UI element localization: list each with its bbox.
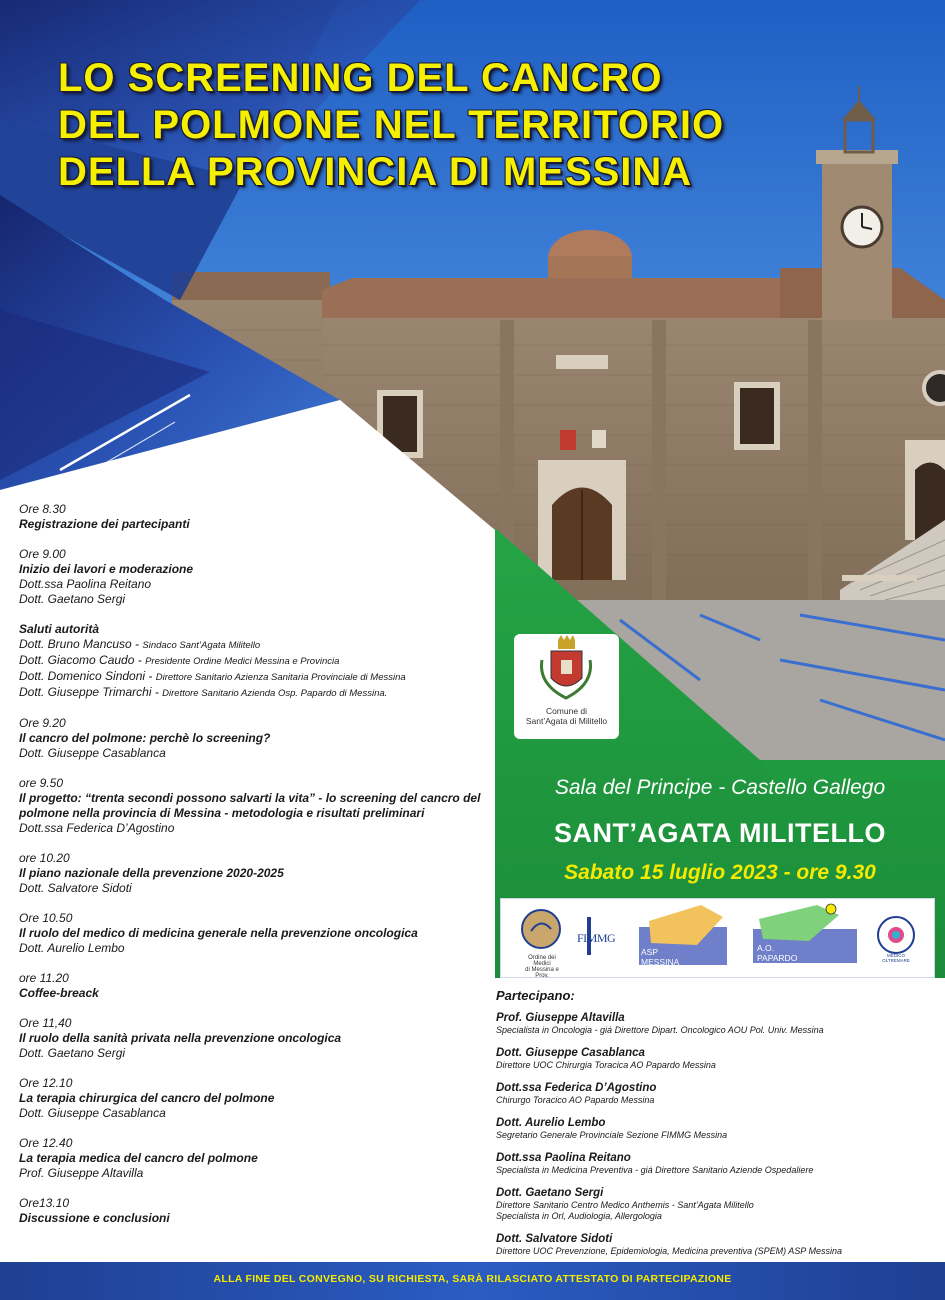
program-title: Il ruolo del medico di medicina generale nella prevenzione oncologica [19,926,418,940]
program-time: ore 9.50 [19,776,64,790]
program-time: Ore13.10 [19,1196,70,1210]
greeting-role: Sindaco Sant’Agata Militello [142,640,261,651]
event-date: Sabato 15 luglio 2023 - ore 9.30 [564,861,876,884]
program-title: La terapia medica del cancro del polmone [19,1151,258,1165]
participant-role: Specialista in Orl, Audiologia, Allergologia [496,1211,662,1221]
program-speaker: Dott. Giuseppe Casablanca [19,1106,166,1120]
ao-line-1: A.O. [757,943,775,953]
asp-line-2: MESSINA [641,957,680,967]
program-item [19,1136,489,1181]
program-item [19,971,489,1001]
venue-info [495,770,945,885]
participant-name: Dott. Giuseppe Casablanca [496,1047,645,1059]
program-speaker: Dott. Aurelio Lembo [19,941,125,955]
castle-main-roof [322,278,820,320]
ao-papardo-label [757,943,837,963]
castle-side-roof [172,272,330,300]
municipality-logo-line-1: Comune di [545,706,588,716]
greeting-role: Direttore Sanitario Azienza Sanitaria Provinciale di Messina [155,672,406,683]
program-title: Il cancro del polmone: perchè lo screening? [19,731,271,745]
program-time: Ore 9.20 [19,716,66,730]
ordine-medici-line-2: di Messina e Prov. [525,967,559,979]
coat-of-arms-icon [514,634,619,709]
program-item [19,502,489,532]
program-title: Il piano nazionale della prevenzione 2020-2025 [19,866,284,880]
venue-city: SANT’AGATA MILITELLO [554,818,886,848]
participant-role: Direttore UOC Chirurgia Toracica AO Papardo Messina [496,1060,716,1070]
asp-line-1: ASP [641,947,659,957]
participant-role: Direttore UOC Prevenzione, Epidemiologia, Medicina preventiva (SPEM) ASP Messina [496,1246,842,1256]
castle-window [556,355,608,369]
poster-title [58,55,858,196]
program-title: Il ruolo della sanità privata nella prevenzione oncologica [19,1031,342,1045]
ao-line-2: PAPARDO [757,953,798,963]
program-title: Il progetto: “trenta secondi possono salvarti la vita” - lo screening del cancro del polmone nella provincia di Messina - metodologia e risultati preliminari [19,791,481,820]
participant-name: Dott.ssa Paolina Reitano [496,1152,631,1164]
participant [496,1117,936,1141]
greeting-role: Direttore Sanitario Azienda Osp. Papardo di Messina. [162,688,388,699]
participant-name: Dott. Aurelio Lembo [496,1117,606,1129]
greeting-name: Dott. Bruno Mancuso - [19,637,143,651]
participant [496,1187,936,1222]
footer-text: ALLA FINE DEL CONVEGNO, SU RICHIESTA, SARÀ RILASCIATO ATTESTATO DI PARTECIPAZIONE [213,1273,732,1285]
program-title: Registrazione dei partecipanti [19,517,190,531]
ordine-medici-line-1: Ordine dei Medici [528,955,556,967]
greeting-person [19,685,489,701]
program-item [19,1076,489,1121]
program-time: Ore 10.50 [19,911,73,925]
program-title: Inizio dei lavori e moderazione [19,562,194,576]
title-line-3: DELLA PROVINCIA DI MESSINA [58,150,693,194]
fimmg-label: FIMMG [577,931,616,945]
program-time: ore 11.20 [19,971,69,985]
ordine-medici-label [521,955,563,979]
program-title: La terapia chirurgica del cancro del polmone [19,1091,275,1105]
program-title: Discussione e conclusioni [19,1211,170,1225]
participant-name: Prof. Giuseppe Altavilla [496,1012,625,1024]
participant [496,1082,936,1106]
greeting-person [19,669,489,685]
participant-role: Segretario Generale Provinciale Sezione FIMMG Messina [496,1130,728,1140]
participant-name: Dott.ssa Federica D’Agostino [496,1082,657,1094]
program-speaker: Dott. Gaetano Sergi [19,1046,126,1060]
program-speaker: Dott. Salvatore Sidoti [19,881,132,895]
participant-role: Chirurgo Toracico AO Papardo Messina [496,1095,655,1105]
program-speaker: Dott. Gaetano Sergi [19,592,126,606]
program-time: Ore 9.00 [19,547,66,561]
municipality-logo-text [514,706,619,726]
medico-oltremare-label: MEDICO OLTREMARE [882,953,910,963]
greeting-person [19,653,489,669]
sponsor-logos [500,898,935,978]
greeting-name: Dott. Giuseppe Trimarchi - [19,685,163,699]
program-item-greetings [19,622,489,701]
program-item [19,776,489,836]
venue-hall: Sala del Principe - Castello Gallego [554,776,886,799]
participant [496,1233,936,1257]
participant-name: Dott. Salvatore Sidoti [496,1233,613,1245]
municipality-logo [514,634,619,739]
program-title: Coffee-breack [19,986,99,1000]
ordine-medici-logo-icon [522,910,560,948]
program-item [19,911,489,956]
municipality-logo-line-2: Sant’Agata di Militello [525,716,608,726]
program-item [19,851,489,896]
program-time: Ore 12.40 [19,1136,73,1150]
greeting-name: Dott. Giacomo Caudo - [19,653,146,667]
participants-heading: Partecipano: [496,988,575,1003]
castle-window [737,385,777,447]
participant-role: Specialista in Oncologia - giá Direttore Dipart. Oncologico AOU Pol. Univ. Messina [496,1025,824,1035]
program-speaker: Prof. Giuseppe Altavilla [19,1166,144,1180]
program-title: Saluti autorità [19,622,100,636]
participant-role: Specialista in Medicina Preventiva - giá Direttore Sanitario Aziende Ospedaliere [496,1165,814,1175]
program-item [19,547,489,607]
greeting-name: Dott. Domenico Sindoni - [19,669,156,683]
program-time: Ore 11,40 [19,1016,72,1030]
participants-list [496,988,936,1268]
program-speaker: Dott. Giuseppe Casablanca [19,746,166,760]
asp-messina-label [641,947,721,967]
program-speaker: Dott.ssa Federica D’Agostino [19,821,175,835]
participant-role: Direttore Sanitario Centro Medico Anthemis - Sant’Agata Militello [496,1200,754,1210]
title-line-2: DEL POLMONE NEL TERRITORIO [58,103,725,147]
program-time: ore 10.20 [19,851,70,865]
program-list [19,502,489,1241]
footer-banner [0,1262,945,1300]
program-item [19,1196,489,1226]
greeting-person [19,637,489,653]
title-line-1: LO SCREENING DEL CANCRO [58,56,663,100]
participant [496,1152,936,1176]
program-item [19,1016,489,1061]
participant [496,1012,936,1036]
participant [496,1047,936,1071]
greeting-role: Presidente Ordine Medici Messina e Provincia [145,656,340,667]
program-item [19,716,489,761]
program-time: Ore 12.10 [19,1076,73,1090]
participant-name: Dott. Gaetano Sergi [496,1187,604,1199]
program-time: Ore 8.30 [19,502,66,516]
program-speaker: Dott.ssa Paolina Reitano [19,577,152,591]
